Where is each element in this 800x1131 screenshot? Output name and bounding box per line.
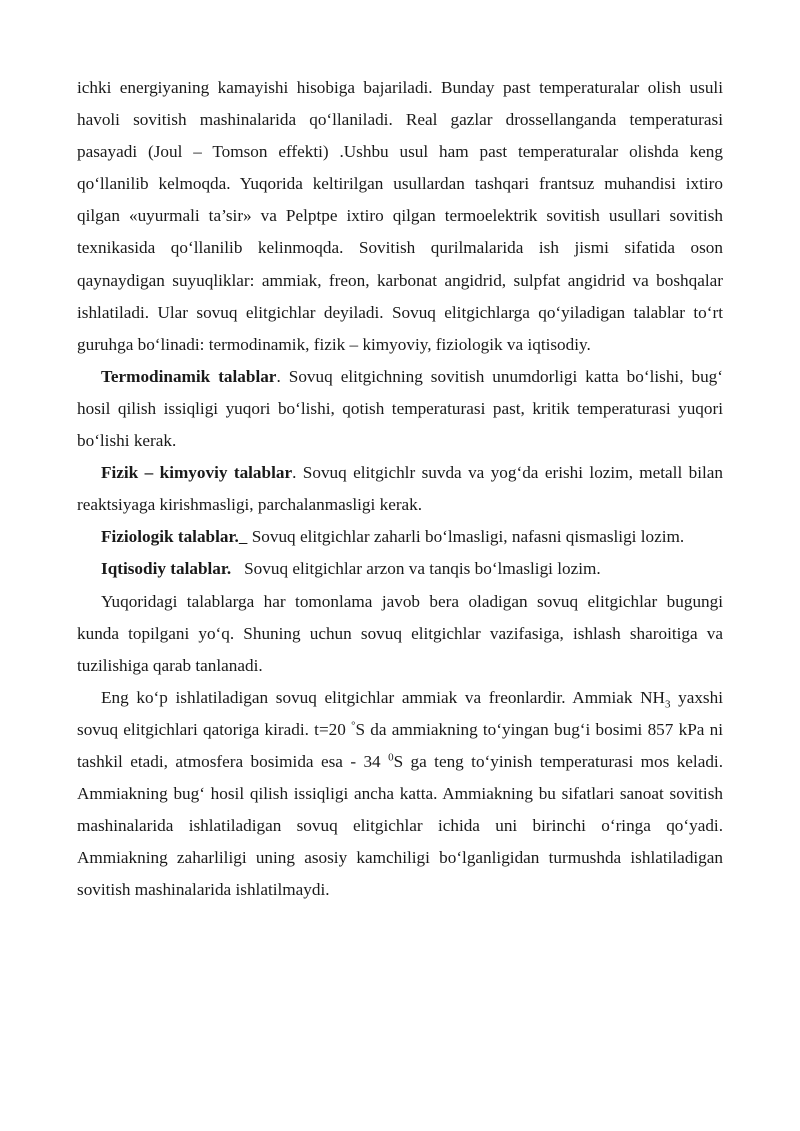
paragraph-fiziologik (77, 521, 723, 553)
text-termodinamik: . Sovuq elitgichning sovitish unumdorligi katta bo‘lishi, bug‘ hosil qilish issiqligi yuqori bo‘lishi, qotish temperaturasi past, kritik temperaturasi yuqori bo‘lishi kerak. (77, 366, 724, 451)
heading-fizik-kimyoviy: Fizik – kimyoviy talablar (101, 463, 293, 483)
text-ammiak-4: S ga teng to‘yinish temperaturasi mos keladi. Ammiakning bug‘ hosil qilish issiqligi ancha katta. Ammiakning bu sifatlari sanoat sovitish mashinalarida ishlatiladigan sovuq elitgichlar ichida uni birinchi o‘ringa qo‘yadi. Ammiakning zaharliligi uning asosiy kamchiligi bo‘lganligidan turmushda ishlatiladigan sovitish mashinalarida ishlatilmaydi. (77, 751, 723, 900)
text-iqtisodiy: Sovuq elitgichlar arzon va tanqis bo‘lmasligi lozim. (231, 559, 601, 579)
subscript-3: 3 (664, 698, 671, 711)
text-fiziologik: Sovuq elitgichlar zaharli bo‘lmasligi, nafasni qismasligi lozim. (247, 527, 685, 547)
heading-fiziologik: Fiziologik talablar. (101, 527, 239, 547)
paragraph-termodinamik (77, 361, 723, 457)
document-page (77, 72, 723, 906)
paragraph-fizik-kimyoviy (77, 457, 723, 521)
paragraph-yuqoridagi: Yuqoridagi talablarga har tomonlama javob bera oladigan sovuq elitgichlar bugungi kunda topilgani yo‘q. Shuning uchun sovuq elitgichlar vazifasiga, ishlash sharoitiga va tuzilishiga qarab tanlanadi. (77, 591, 723, 675)
paragraph-ammiak (77, 682, 723, 907)
heading-iqtisodiy: Iqtisodiy talablar. (101, 559, 232, 579)
superscript-zero: 0 (388, 751, 394, 764)
text-ammiak-1: Eng ko‘p ishlatiladigan sovuq elitgichlar ammiak va freonlardir. Ammiak NH (101, 687, 665, 707)
text-ammiak-3: S da ammiakning to‘yingan bug‘i bosimi 857 kPa ni tashkil etadi, atmosfera bosimida esa - 34 (77, 719, 723, 771)
paragraph-intro: ichki energiyaning kamayishi hisobiga bajariladi. Bunday past temperaturalar olish usuli havoli sovitish mashinalarida qo‘llaniladi. Real gazlar drossellanganda temperaturasi pasayadi (Joul – Tomson effekti) .Ushbu usul ham past temperaturalar olishda keng qo‘llanilib kelmoqda. Yuqorida keltirilgan usullardan tashqari frantsuz muhandisi ixtiro qilgan «uyurmali ta’sir» va Pelptpe ixtiro qilgan termoelektrik sovitish usullari sovitish texnikasida qo‘llanilib kelinmoqda. Sovitish qurilmalarida ish jismi sifatida oson qaynaydigan suyuqliklar: ammiak, freon, karbonat angidrid, sulpfat angidrid va boshqalar ishlatiladi. Ular sovuq elitgichlar deyiladi. Sovuq elitgichlarga qo‘yiladigan talablar to‘rt guruhga bo‘linadi: termodinamik, fizik – kimyoviy, fiziologik va iqtisodiy. (77, 78, 723, 354)
text-ammiak-2: yaxshi sovuq elitgichlari qatoriga kiradi. t=20 (77, 687, 723, 739)
superscript-degree: ° (351, 719, 356, 732)
text-fizik-kimyoviy: . Sovuq elitgichlr suvda va yog‘da erishi lozim, metall bilan reaktsiyaga kirishmasligi, parchalanmasligi kerak. (77, 463, 723, 515)
heading-termodinamik: Termodinamik talablar (101, 366, 277, 386)
paragraph-iqtisodiy (77, 553, 723, 585)
